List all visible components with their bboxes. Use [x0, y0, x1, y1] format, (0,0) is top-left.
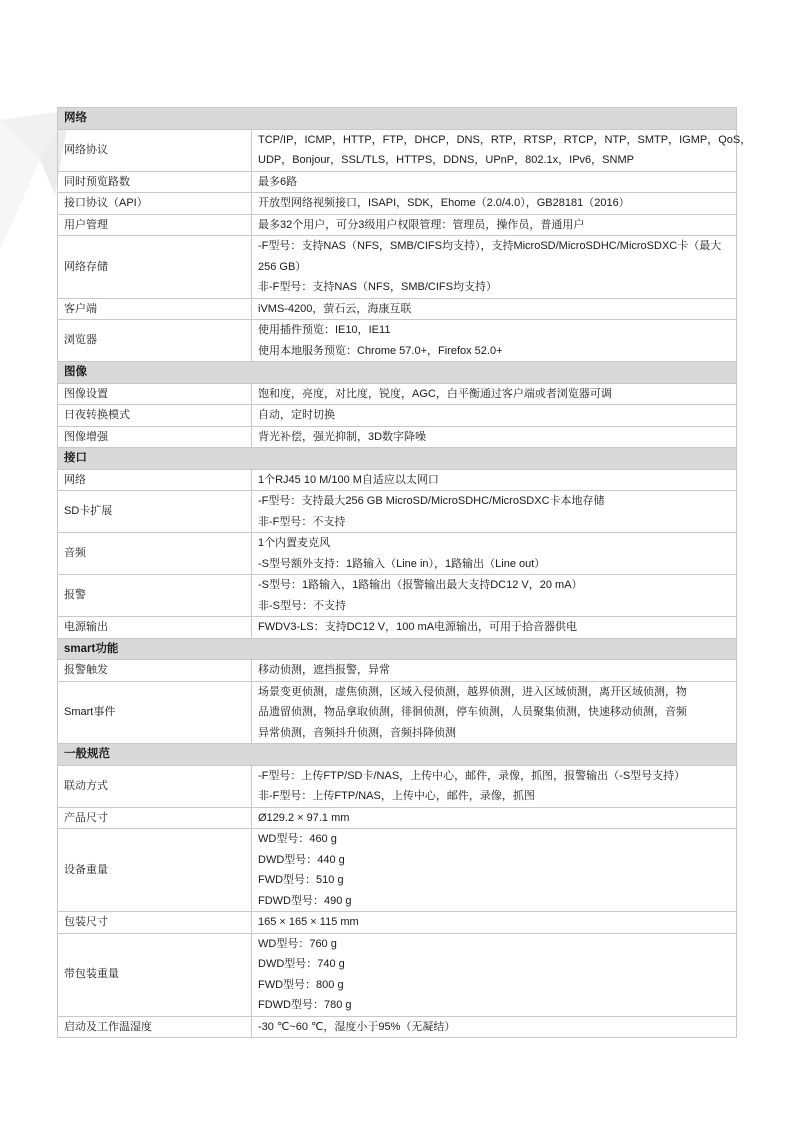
spec-value-line: Ø129.2 × 97.1 mm	[258, 811, 350, 824]
spec-value-line: 1个内置麦克风	[258, 537, 331, 549]
spec-value-line: 非-S型号：不支持	[258, 599, 346, 612]
spec-value-line: 异常侦测，音频抖升侦测，音频抖降侦测	[258, 726, 456, 739]
spec-label: SD卡扩展	[58, 491, 252, 533]
spec-row	[58, 660, 737, 682]
spec-value-line: FWD型号：510 g	[258, 874, 344, 886]
spec-row	[58, 829, 737, 912]
spec-label: 网络存储	[58, 236, 252, 299]
spec-value	[252, 912, 737, 934]
spec-label: 设备重量	[58, 829, 252, 912]
spec-label: 包装尺寸	[58, 912, 252, 934]
spec-value-line: 1个RJ45 10 M/100 M自适应以太网口	[258, 473, 439, 486]
spec-label: 浏览器	[58, 320, 252, 362]
spec-value	[252, 171, 737, 193]
spec-row	[58, 1016, 737, 1038]
spec-value	[252, 533, 737, 575]
spec-value	[252, 320, 737, 362]
spec-value-line: -F型号：支持最大256 GB MicroSD/MicroSDHC/MicroSDXC卡本地存储	[258, 495, 605, 507]
section-title: 一般规范	[58, 744, 737, 766]
spec-value-line: 饱和度，亮度，对比度，锐度，AGC，白平衡通过客户端或者浏览器可调	[258, 387, 612, 400]
spec-label: 带包装重量	[58, 933, 252, 1016]
spec-value-line: -S型号额外支持：1路输入（Line in），1路输出（Line out）	[258, 557, 546, 570]
spec-label: 用户管理	[58, 214, 252, 236]
spec-value-line: 最多32个用户，可分3级用户权限管理：管理员，操作员，普通用户	[258, 218, 585, 231]
spec-value	[252, 129, 752, 171]
spec-value-line: 最多6路	[258, 175, 298, 188]
spec-label: 报警触发	[58, 660, 252, 682]
spec-value	[252, 807, 737, 829]
spec-value	[252, 469, 737, 491]
section-header	[58, 744, 737, 766]
spec-value	[252, 829, 737, 912]
section-title: 图像	[58, 362, 737, 384]
spec-row	[58, 617, 737, 639]
spec-label: Smart事件	[58, 681, 252, 744]
spec-label: 同时预览路数	[58, 171, 252, 193]
spec-value-line: 非-F型号：上传FTP/NAS，上传中心，邮件，录像，抓图	[258, 790, 535, 802]
spec-value-line: 非-F型号：支持NAS（NFS，SMB/CIFS均支持）	[258, 281, 497, 293]
spec-table	[57, 107, 752, 1038]
spec-value-line: WD型号：460 g	[258, 833, 337, 845]
spec-label: 网络	[58, 469, 252, 491]
spec-row	[58, 575, 737, 617]
spec-value-line: 场景变更侦测，虚焦侦测，区域入侵侦测，越界侦测，进入区域侦测，离开区域侦测，物	[258, 685, 687, 698]
spec-value	[252, 236, 737, 299]
spec-value	[252, 491, 737, 533]
spec-value-line: DWD型号：740 g	[258, 958, 345, 970]
section-header	[58, 362, 737, 384]
spec-value	[252, 575, 737, 617]
spec-value-line: UDP，Bonjour，SSL/TLS，HTTPS，DDNS，UPnP，802.1x，IPv6，SNMP	[258, 154, 634, 166]
spec-row	[58, 491, 737, 533]
spec-row	[58, 912, 737, 934]
spec-label: 图像设置	[58, 383, 252, 405]
spec-row	[58, 236, 737, 299]
spec-row	[58, 533, 737, 575]
section-title: smart功能	[58, 638, 737, 660]
section-header	[58, 108, 737, 130]
spec-row	[58, 171, 737, 193]
spec-value-line: 品遗留侦测，物品拿取侦测，徘徊侦测，停车侦测，人员聚集侦测，快速移动侦测，音频	[258, 706, 687, 718]
spec-value-line: 非-F型号：不支持	[258, 515, 346, 528]
spec-value	[252, 383, 737, 405]
spec-value-line: 256 GB）	[258, 260, 307, 273]
spec-value-line: 自动，定时切换	[258, 409, 335, 421]
spec-value-line: 开放型网络视频接口，ISAPI，SDK，Ehome（2.0/4.0），GB28181（2016）	[258, 197, 630, 209]
spec-row	[58, 807, 737, 829]
spec-value-line: -F型号：上传FTP/SD卡/NAS，上传中心，邮件，录像，抓图，报警输出（-S型号支持）	[258, 769, 686, 782]
spec-value	[252, 681, 737, 744]
spec-value-line: -F型号：支持NAS（NFS，SMB/CIFS均支持），支持MicroSD/MicroSDHC/MicroSDXC卡（最大	[258, 240, 722, 252]
spec-value-line: FWDV3-LS：支持DC12 V，100 mA电源输出，可用于拾音器供电	[258, 621, 578, 633]
spec-table-body	[58, 108, 752, 1038]
spec-value-line: 移动侦测，遮挡报警，异常	[258, 664, 390, 676]
section-title: 网络	[58, 108, 737, 130]
spec-row	[58, 320, 737, 362]
spec-value-line: FDWD型号：780 g	[258, 999, 352, 1011]
spec-value	[252, 617, 737, 639]
spec-value	[252, 765, 737, 807]
spec-value-line: FDWD型号：490 g	[258, 894, 352, 907]
spec-value-line: TCP/IP，ICMP，HTTP，FTP，DHCP，DNS，RTP，RTSP，RTCP，NTP，SMTP，IGMP，QoS，	[258, 133, 752, 146]
spec-value-line: 165 × 165 × 115 mm	[258, 916, 359, 928]
spec-label: 联动方式	[58, 765, 252, 807]
spec-value	[252, 193, 737, 215]
spec-label: 图像增强	[58, 426, 252, 448]
spec-label: 接口协议（API）	[58, 193, 252, 215]
spec-label: 网络协议	[58, 129, 252, 171]
spec-value	[252, 660, 737, 682]
spec-value-line: DWD型号：440 g	[258, 853, 345, 866]
spec-value	[252, 1016, 737, 1038]
spec-value	[252, 405, 737, 427]
spec-value	[252, 298, 737, 320]
spec-value-line: 使用插件预览：IE10，IE11	[258, 324, 391, 336]
spec-row	[58, 933, 737, 1016]
spec-row	[58, 765, 737, 807]
spec-value-line: WD型号：760 g	[258, 937, 337, 950]
spec-row	[58, 193, 737, 215]
spec-value-line: -30 ℃~60 ℃，湿度小于95%（无凝结）	[258, 1020, 456, 1033]
section-title: 接口	[58, 448, 737, 470]
spec-label: 电源输出	[58, 617, 252, 639]
section-header	[58, 638, 737, 660]
spec-row	[58, 129, 737, 171]
spec-row	[58, 426, 737, 448]
spec-value	[252, 214, 737, 236]
spec-value	[252, 426, 737, 448]
spec-row	[58, 469, 737, 491]
spec-value-line: -S型号：1路输入，1路输出（报警输出最大支持DC12 V，20 mA）	[258, 579, 583, 591]
spec-value-line: iVMS-4200，萤石云，海康互联	[258, 302, 412, 315]
spec-row	[58, 405, 737, 427]
spec-value-line: 背光补偿，强光抑制，3D数字降噪	[258, 430, 427, 443]
spec-label: 客户端	[58, 298, 252, 320]
spec-row	[58, 214, 737, 236]
spec-row	[58, 298, 737, 320]
spec-label: 报警	[58, 575, 252, 617]
spec-label: 产品尺寸	[58, 807, 252, 829]
spec-value	[252, 933, 737, 1016]
spec-label: 音频	[58, 533, 252, 575]
spec-value-line: FWD型号：800 g	[258, 978, 344, 991]
spec-row	[58, 383, 737, 405]
spec-label: 日夜转换模式	[58, 405, 252, 427]
section-header	[58, 448, 737, 470]
spec-value-line: 使用本地服务预览：Chrome 57.0+，Firefox 52.0+	[258, 344, 503, 357]
spec-label: 启动及工作温湿度	[58, 1016, 252, 1038]
spec-row	[58, 681, 737, 744]
